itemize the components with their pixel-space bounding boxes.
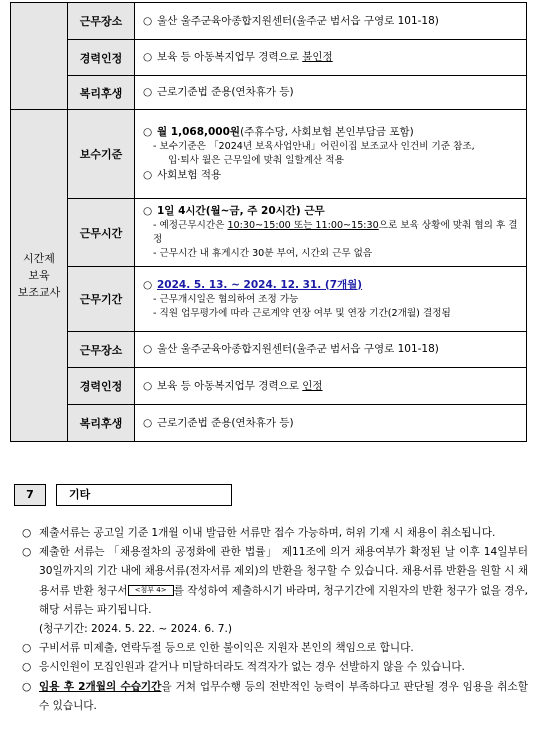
list-item: ○ 구비서류 미제출, 연락두절 등으로 인한 불이익은 지원자 본인의 책임으로 합니다.	[22, 639, 528, 658]
table-row	[11, 110, 527, 199]
table-row	[11, 199, 527, 267]
circle-marker: ○	[143, 416, 153, 429]
section-title: 기타	[56, 484, 232, 506]
row-content: ○ 1일 4시간(월~금, 주 20시간) 근무 - 예정근무시간은 10:30~15:00 또는 11:00~15:30으로 보육 상황에 맞춰 협의 후 결정 - 근무시간 내 휴게시간 30분 부여, 시간외 근무 없음	[135, 199, 527, 267]
table-row	[11, 368, 527, 405]
circle-marker: ○	[22, 661, 32, 674]
row-content: ○ 보육 등 아동복지업무 경력으로 불인정	[135, 40, 527, 76]
row-label: 근무장소	[68, 3, 135, 40]
circle-marker: ○	[143, 14, 153, 27]
row-content: ○ 울산 울주군육아종합지원센터(울주군 범서읍 구영로 101-18)	[135, 332, 527, 368]
table-row	[11, 405, 527, 442]
table-row	[11, 267, 527, 332]
list-item: ○ 응시인원이 모집인원과 같거나 미달하더라도 적격자가 없는 경우 선발하지 않을 수 있습니다.	[22, 658, 528, 677]
group-cell-part-time-assistant: 시간제 보육 보조교사	[11, 110, 68, 442]
table-row	[11, 76, 527, 110]
row-content: ○ 근로기준법 준용(연차휴가 등)	[135, 76, 527, 110]
table-row	[11, 3, 527, 40]
row-label: 근무시간	[68, 199, 135, 267]
row-label: 근무기간	[68, 267, 135, 332]
circle-marker: ○	[143, 169, 153, 181]
row-label: 경력인정	[68, 368, 135, 405]
row-content: ○ 월 1,068,000원(주휴수당, 사회보험 본인부담금 포함) - 보수기준은 「2024년 보육사업안내」어린이집 보조교사 인건비 기준 참조, 입·퇴사 월은 근무일에 맞춰 일할계산 적용 ○ 사회보험 적용	[135, 110, 527, 199]
circle-marker: ○	[22, 680, 32, 693]
circle-marker: ○	[143, 126, 153, 138]
row-label: 복리후생	[68, 76, 135, 110]
circle-marker: ○	[22, 642, 32, 655]
table-row	[11, 40, 527, 76]
circle-marker: ○	[143, 343, 153, 355]
circle-marker: ○	[22, 527, 32, 539]
row-label: 경력인정	[68, 40, 135, 76]
notes-list	[22, 524, 528, 716]
row-label: 복리후생	[68, 405, 135, 442]
circle-marker: ○	[143, 86, 153, 98]
row-content: ○ 울산 울주군육아종합지원센터(울주군 범서읍 구영로 101-18)	[135, 3, 527, 40]
row-label: 근무장소	[68, 332, 135, 368]
row-label: 보수기준	[68, 110, 135, 199]
circle-marker: ○	[143, 51, 153, 63]
circle-marker: ○	[143, 205, 153, 217]
circle-marker: ○	[143, 278, 153, 291]
attachment-badge: <첨부 4>	[128, 585, 174, 596]
circle-marker: ○	[143, 379, 153, 392]
recruitment-conditions-table	[10, 2, 527, 442]
row-content: ○ 근로기준법 준용(연차휴가 등)	[135, 405, 527, 442]
list-item: ○ 제출서류는 공고일 기준 1개월 이내 발급한 서류만 접수 가능하며, 허위 기재 시 채용이 취소됩니다.	[22, 524, 528, 543]
list-item: ○ 제출한 서류는 「채용절차의 공정화에 관한 법률」 제11조에 의거 채용여부가 확정된 날 이후 14일부터 30일까지의 기간 내에 채용서류(전자서류 제외)의 반환을 청구할 수 있습니다. 채용서류 반환을 원할 시 채용서류 반환 청구서 <첨부 4> 를 작성하여 제출하시기 바라며, 청구기간에 지원자의 반환 청구가 없을 경우, 해당 서류는 파기됩니다. (청구기간: 2024. 5. 22. ~ 2024. 6. 7.)	[22, 543, 528, 639]
table-row	[11, 332, 527, 368]
row-content: ○ 2024. 5. 13. ~ 2024. 12. 31. (7개월) - 근무개시일은 협의하여 조정 가능 - 직원 업무평가에 따라 근로계약 연장 여부 및 연장 기간(2개월) 결정됨	[135, 267, 527, 332]
section-number: 7	[14, 484, 46, 506]
row-content: ○ 보육 등 아동복지업무 경력으로 인정	[135, 368, 527, 405]
list-item: ○ 임용 후 2개월의 수습기간을 거쳐 업무수행 등의 전반적인 능력이 부족하다고 판단될 경우 임용을 취소할 수 있습니다.	[22, 678, 528, 716]
circle-marker: ○	[22, 546, 32, 559]
section-header	[14, 484, 232, 506]
group-cell-previous	[11, 3, 68, 110]
